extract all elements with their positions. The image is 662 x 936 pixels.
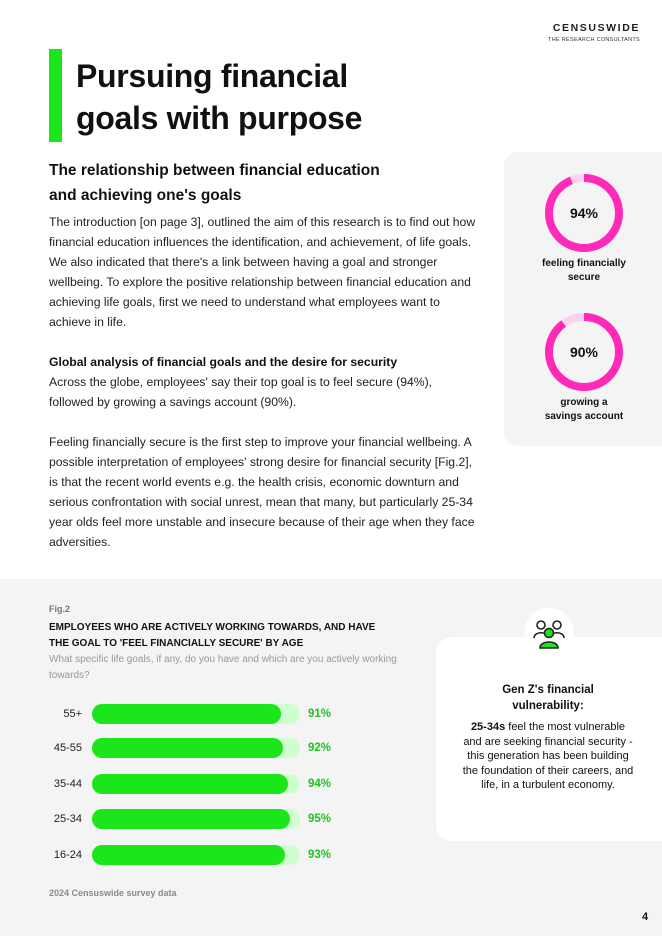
stat-label-savings-line-2: savings account xyxy=(544,411,624,422)
bar-track xyxy=(92,845,300,865)
bar-track xyxy=(92,774,300,794)
page-title xyxy=(76,55,476,139)
page-title-line-1: Pursuing financial xyxy=(76,58,348,94)
stat-label-secure-line-1: feeling financially xyxy=(542,258,626,269)
bar-value-label: 91% xyxy=(308,708,332,720)
brand-tagline: THE RESEARCH CONSULTANTS xyxy=(548,37,640,43)
section-subtitle-line-1: The relationship between financial education xyxy=(49,162,380,179)
bar-fill xyxy=(92,845,285,865)
genz-callout-title-line-2: vulnerability: xyxy=(512,700,584,712)
genz-callout-body xyxy=(462,720,634,793)
global-analysis-heading: Global analysis of financial goals and the desire for security xyxy=(49,355,398,369)
bar-category-label: 45-55 xyxy=(53,742,82,754)
bar-fill xyxy=(92,738,283,758)
bar-value-label: 93% xyxy=(308,849,332,861)
bar-track xyxy=(92,738,300,758)
bar-track xyxy=(92,704,300,724)
brand-name: CENSUSWIDE xyxy=(552,22,640,34)
stat-value-savings: 90% xyxy=(569,344,599,360)
bar-fill xyxy=(92,704,281,724)
global-analysis-paragraph xyxy=(49,352,479,412)
bar-value-label: 92% xyxy=(308,742,332,754)
bar-fill xyxy=(92,809,290,829)
stat-ring-secure xyxy=(543,172,625,254)
bar-track xyxy=(92,809,300,829)
people-group-icon xyxy=(524,608,574,658)
bar-fill xyxy=(92,774,288,794)
stat-ring-savings xyxy=(543,311,625,393)
figure-number: Fig.2 xyxy=(49,604,71,614)
genz-callout-title xyxy=(462,682,634,714)
stat-value-secure: 94% xyxy=(569,205,599,221)
stats-panel xyxy=(504,152,662,446)
page-title-line-2: goals with purpose xyxy=(76,100,363,136)
global-analysis-text: Across the globe, employees' say their top goal is to feel secure (94%), followed by growing a savings account (90%). xyxy=(49,375,433,409)
bar-value-label: 95% xyxy=(308,813,332,825)
stat-label-savings-line-1: growing a xyxy=(560,397,608,408)
figure-title-line-2: THE GOAL TO 'FEEL FINANCIALLY SECURE' BY AGE xyxy=(49,638,304,649)
stat-label-savings xyxy=(514,396,654,424)
bar-category-label: 35-44 xyxy=(53,778,82,790)
figure-question: What specific life goals, if any, do you have and which are you actively working towards? xyxy=(49,654,397,681)
bar-category-label: 55+ xyxy=(63,708,82,720)
bar-category-label: 16-24 xyxy=(53,849,82,861)
figure-source: 2024 Censuswide survey data xyxy=(49,888,177,898)
stat-label-secure xyxy=(514,257,654,285)
page-number: 4 xyxy=(641,911,649,923)
genz-callout-highlight: 25-34s xyxy=(470,721,506,733)
intro-paragraph: The introduction [on page 3], outlined the aim of this research is to find out how financial education influences the identification, and achievement, of life goals. We also indicated that there's a link between having a goal and stronger wellbeing. To explore the positive relationship between financial education and achieving life goals, first we need to understand what employees want to achieve in life. xyxy=(49,215,476,329)
bar-category-label: 25-34 xyxy=(53,813,82,825)
bar-value-label: 94% xyxy=(308,778,332,790)
brand-logo xyxy=(548,22,640,43)
stat-label-secure-line-2: secure xyxy=(567,272,601,283)
section-subtitle-line-2: and achieving one's goals xyxy=(49,187,242,204)
genz-callout-title-line-1: Gen Z's financial xyxy=(502,684,594,696)
security-paragraph: Feeling financially secure is the first step to improve your financial wellbeing. A possible interpretation of employees' strong desire for financial security [Fig.2], is that the recent world events e.g. the health crisis, economic downturn and serious confrontation with social unrest, mean that many, but particularly 25-34 year olds feel more unstable and insecure because of their age when they face adversities. xyxy=(49,435,475,549)
genz-callout-text: feel the most vulnerable and are seeking financial security - this generation has been building the foundation of their careers, and life, in a turbulent economy. xyxy=(462,721,634,792)
section-subtitle xyxy=(49,158,449,208)
title-accent-bar xyxy=(49,49,62,142)
people-group-icon-graphic xyxy=(532,616,566,650)
figure-title-line-1: EMPLOYEES WHO ARE ACTIVELY WORKING TOWARDS, AND HAVE xyxy=(49,622,376,633)
figure-title xyxy=(49,620,399,652)
